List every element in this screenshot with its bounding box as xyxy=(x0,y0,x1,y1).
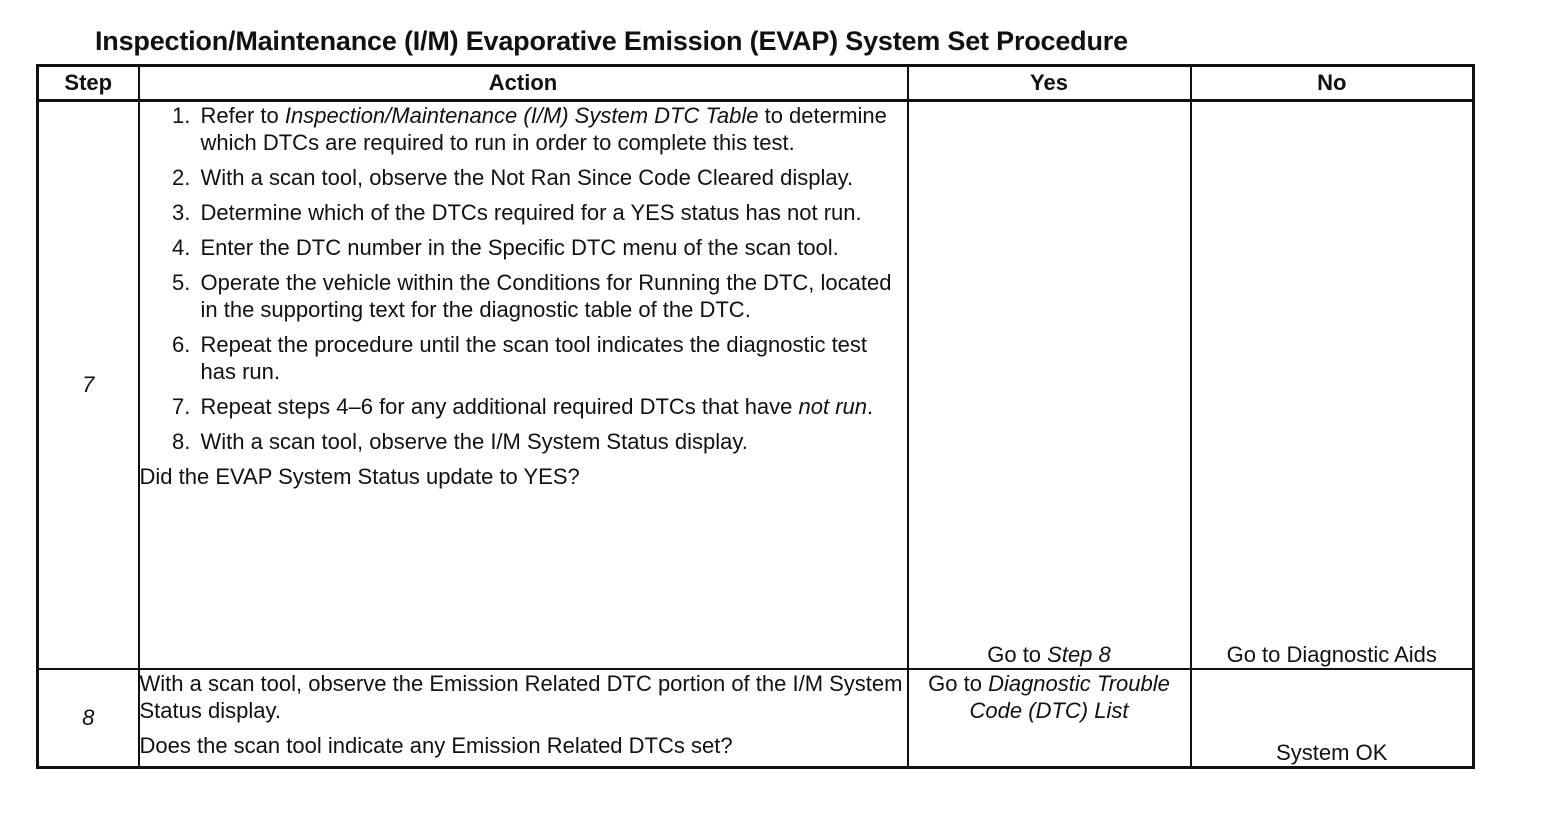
header-no: No xyxy=(1191,66,1474,101)
action-step: 2. With a scan tool, observe the Not Ran Since Code Cleared display. xyxy=(197,164,907,191)
action-question: Does the scan tool indicate any Emission Related DTCs set? xyxy=(139,733,733,758)
table-row xyxy=(38,101,1474,670)
step-number: 7 xyxy=(38,101,139,670)
action-text: With a scan tool, observe the Emission Related DTC portion of the I/M System Status display. xyxy=(139,671,903,723)
action-step: 5. Operate the vehicle within the Conditions for Running the DTC, located in the supporting text for the diagnostic table of the DTC. xyxy=(197,269,907,323)
header-yes: Yes xyxy=(908,66,1191,101)
action-step: 8. With a scan tool, observe the I/M System Status display. xyxy=(197,428,907,455)
procedure-title: Inspection/Maintenance (I/M) Evaporative Emission (EVAP) System Set Procedure xyxy=(95,26,1128,56)
yes-result: Go to Step 8 xyxy=(908,101,1191,670)
action-step: 4. Enter the DTC number in the Specific DTC menu of the scan tool. xyxy=(197,234,907,261)
no-result: Go to Diagnostic Aids xyxy=(1191,101,1474,670)
procedure-table xyxy=(36,64,1475,769)
action-step: 7. Repeat steps 4–6 for any additional required DTCs that have not run. xyxy=(197,393,907,420)
no-result: System OK xyxy=(1191,669,1474,768)
header-step: Step xyxy=(38,66,139,101)
step-number: 8 xyxy=(38,669,139,768)
action-question: Did the EVAP System Status update to YES? xyxy=(139,464,580,489)
table-header-row xyxy=(38,66,1474,101)
action-steps-list xyxy=(140,102,907,455)
table-row xyxy=(38,669,1474,768)
action-cell xyxy=(139,101,908,670)
action-cell xyxy=(139,669,908,768)
action-step: 3. Determine which of the DTCs required for a YES status has not run. xyxy=(197,199,907,226)
action-step: 1. Refer to Inspection/Maintenance (I/M) System DTC Table to determine which DTCs are required to run in order to complete this test. xyxy=(197,102,907,156)
yes-result: Go to Diagnostic Trouble Code (DTC) List xyxy=(908,669,1191,768)
header-action: Action xyxy=(139,66,908,101)
action-step: 6. Repeat the procedure until the scan tool indicates the diagnostic test has run. xyxy=(197,331,907,385)
